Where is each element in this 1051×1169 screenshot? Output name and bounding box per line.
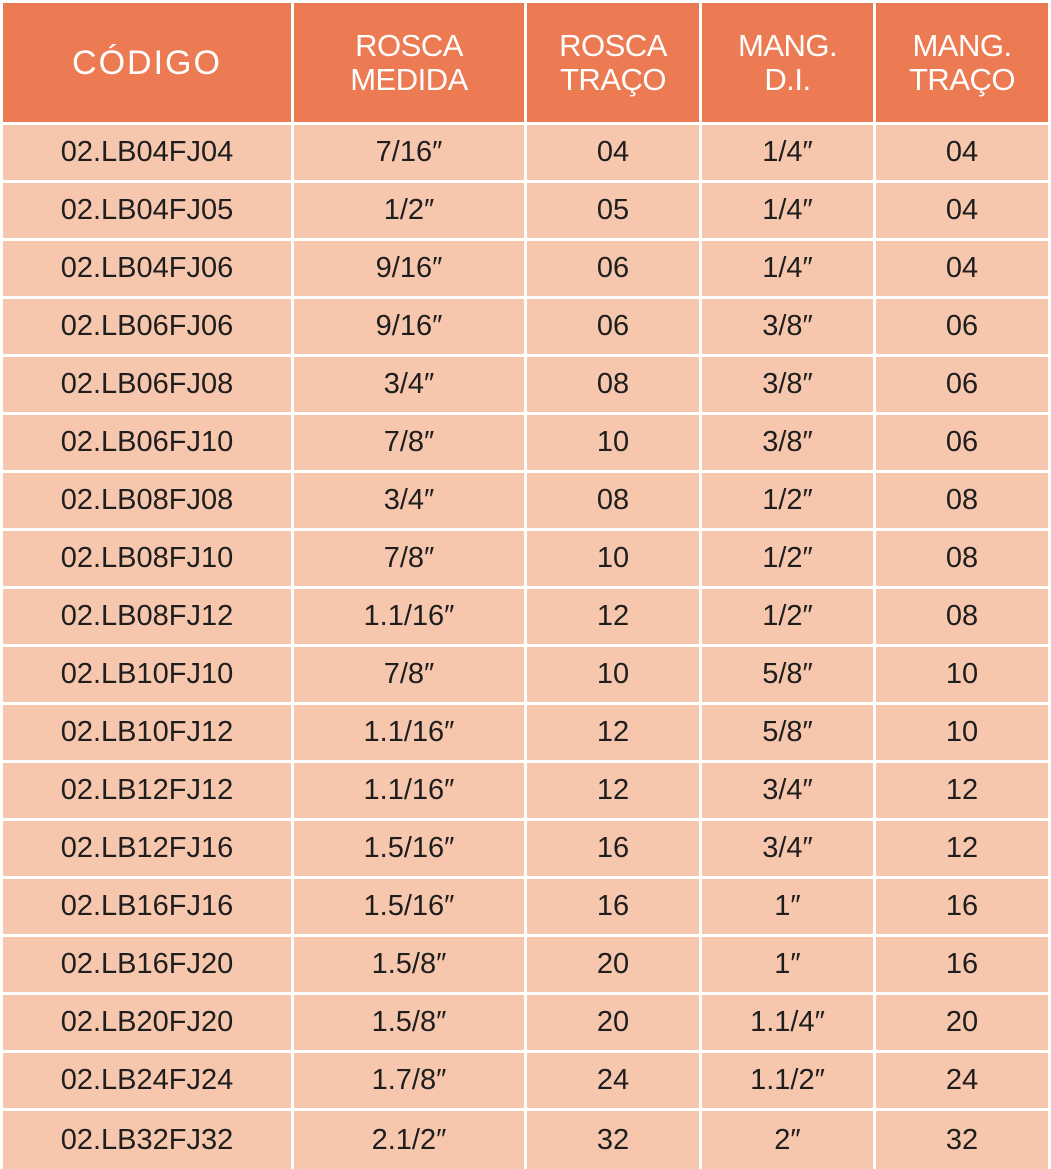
table-row (3, 705, 1048, 763)
rosca-traco-cell: 24 (527, 1053, 702, 1111)
rosca-traco-cell: 16 (527, 821, 702, 879)
table-row (3, 995, 1048, 1053)
rosca-traco-cell: 20 (527, 937, 702, 995)
codigo-cell: 02.LB06FJ10 (3, 415, 294, 473)
rosca-medida-cell: 1.7/8″ (294, 1053, 527, 1111)
mang-di-cell: 3/8″ (702, 415, 876, 473)
table-row (3, 1111, 1048, 1169)
mang-traco-cell: 06 (876, 357, 1048, 415)
header-label: ROSCA (355, 27, 463, 63)
rosca-medida-cell: 7/8″ (294, 647, 527, 705)
codigo-cell: 02.LB04FJ04 (3, 125, 294, 183)
rosca-traco-cell: 10 (527, 415, 702, 473)
header-mang-di (702, 3, 876, 125)
mang-di-cell: 1″ (702, 879, 876, 937)
rosca-traco-cell: 08 (527, 473, 702, 531)
table-row (3, 1053, 1048, 1111)
table-row (3, 473, 1048, 531)
mang-di-cell: 1/4″ (702, 125, 876, 183)
table-row (3, 125, 1048, 183)
rosca-traco-cell: 12 (527, 705, 702, 763)
header-label: ROSCA (559, 27, 667, 63)
rosca-traco-cell: 05 (527, 183, 702, 241)
mang-di-cell: 2″ (702, 1111, 876, 1169)
rosca-traco-cell: 06 (527, 299, 702, 357)
mang-di-cell: 1/4″ (702, 183, 876, 241)
mang-di-cell: 1.1/4″ (702, 995, 876, 1053)
codigo-cell: 02.LB12FJ16 (3, 821, 294, 879)
rosca-medida-cell: 2.1/2″ (294, 1111, 527, 1169)
header-label: CÓDIGO (72, 43, 222, 82)
rosca-traco-cell: 10 (527, 647, 702, 705)
mang-traco-cell: 04 (876, 125, 1048, 183)
table-header (3, 3, 1048, 125)
mang-di-cell: 5/8″ (702, 647, 876, 705)
rosca-medida-cell: 7/8″ (294, 531, 527, 589)
mang-di-cell: 3/8″ (702, 357, 876, 415)
rosca-traco-cell: 16 (527, 879, 702, 937)
mang-traco-cell: 08 (876, 473, 1048, 531)
table-row (3, 589, 1048, 647)
mang-traco-cell: 10 (876, 705, 1048, 763)
mang-traco-cell: 04 (876, 183, 1048, 241)
mang-di-cell: 1/4″ (702, 241, 876, 299)
table-row (3, 879, 1048, 937)
table-row (3, 647, 1048, 705)
mang-di-cell: 1″ (702, 937, 876, 995)
mang-di-cell: 1/2″ (702, 531, 876, 589)
codigo-cell: 02.LB04FJ05 (3, 183, 294, 241)
header-rosca-medida (294, 3, 527, 125)
codigo-cell: 02.LB12FJ12 (3, 763, 294, 821)
mang-traco-cell: 16 (876, 937, 1048, 995)
codigo-cell: 02.LB04FJ06 (3, 241, 294, 299)
rosca-medida-cell: 1.5/8″ (294, 937, 527, 995)
mang-di-cell: 1.1/2″ (702, 1053, 876, 1111)
rosca-traco-cell: 06 (527, 241, 702, 299)
rosca-traco-cell: 12 (527, 589, 702, 647)
mang-di-cell: 1/2″ (702, 589, 876, 647)
rosca-medida-cell: 3/4″ (294, 473, 527, 531)
table-row (3, 821, 1048, 879)
table-row (3, 299, 1048, 357)
header-label: TRAÇO (560, 61, 666, 97)
rosca-medida-cell: 1.1/16″ (294, 705, 527, 763)
codigo-cell: 02.LB08FJ08 (3, 473, 294, 531)
mang-di-cell: 3/4″ (702, 821, 876, 879)
codigo-cell: 02.LB10FJ12 (3, 705, 294, 763)
codigo-cell: 02.LB20FJ20 (3, 995, 294, 1053)
codigo-cell: 02.LB08FJ10 (3, 531, 294, 589)
rosca-medida-cell: 1.5/8″ (294, 995, 527, 1053)
rosca-medida-cell: 1.5/16″ (294, 821, 527, 879)
rosca-medida-cell: 1.5/16″ (294, 879, 527, 937)
header-mang-traco (876, 3, 1048, 125)
mang-di-cell: 3/8″ (702, 299, 876, 357)
mang-traco-cell: 32 (876, 1111, 1048, 1169)
rosca-medida-cell: 9/16″ (294, 241, 527, 299)
mang-di-cell: 3/4″ (702, 763, 876, 821)
mang-traco-cell: 08 (876, 531, 1048, 589)
mang-traco-cell: 20 (876, 995, 1048, 1053)
mang-di-cell: 5/8″ (702, 705, 876, 763)
mang-traco-cell: 04 (876, 241, 1048, 299)
fittings-spec-table (3, 3, 1048, 1169)
codigo-cell: 02.LB32FJ32 (3, 1111, 294, 1169)
table-row (3, 763, 1048, 821)
mang-traco-cell: 08 (876, 589, 1048, 647)
rosca-medida-cell: 9/16″ (294, 299, 527, 357)
codigo-cell: 02.LB16FJ20 (3, 937, 294, 995)
header-label: D.I. (764, 61, 811, 97)
rosca-medida-cell: 7/8″ (294, 415, 527, 473)
header-label: TRAÇO (909, 61, 1015, 97)
codigo-cell: 02.LB06FJ06 (3, 299, 294, 357)
mang-traco-cell: 06 (876, 299, 1048, 357)
table-row (3, 415, 1048, 473)
rosca-traco-cell: 10 (527, 531, 702, 589)
rosca-medida-cell: 1/2″ (294, 183, 527, 241)
rosca-medida-cell: 1.1/16″ (294, 763, 527, 821)
mang-traco-cell: 06 (876, 415, 1048, 473)
table-body (3, 125, 1048, 1169)
codigo-cell: 02.LB24FJ24 (3, 1053, 294, 1111)
codigo-cell: 02.LB06FJ08 (3, 357, 294, 415)
rosca-traco-cell: 20 (527, 995, 702, 1053)
table-row (3, 183, 1048, 241)
rosca-traco-cell: 08 (527, 357, 702, 415)
table-row (3, 241, 1048, 299)
rosca-medida-cell: 3/4″ (294, 357, 527, 415)
mang-traco-cell: 16 (876, 879, 1048, 937)
mang-traco-cell: 12 (876, 763, 1048, 821)
header-label: MEDIDA (350, 61, 468, 97)
header-label: MANG. (912, 27, 1012, 63)
codigo-cell: 02.LB16FJ16 (3, 879, 294, 937)
header-label: MANG. (737, 27, 838, 63)
header-codigo (3, 3, 294, 125)
mang-traco-cell: 24 (876, 1053, 1048, 1111)
mang-traco-cell: 12 (876, 821, 1048, 879)
rosca-traco-cell: 04 (527, 125, 702, 183)
rosca-traco-cell: 32 (527, 1111, 702, 1169)
codigo-cell: 02.LB08FJ12 (3, 589, 294, 647)
header-row (3, 3, 1048, 125)
rosca-medida-cell: 7/16″ (294, 125, 527, 183)
rosca-medida-cell: 1.1/16″ (294, 589, 527, 647)
table-row (3, 937, 1048, 995)
codigo-cell: 02.LB10FJ10 (3, 647, 294, 705)
table-row (3, 357, 1048, 415)
header-rosca-traco (527, 3, 702, 125)
rosca-traco-cell: 12 (527, 763, 702, 821)
table-row (3, 531, 1048, 589)
mang-di-cell: 1/2″ (702, 473, 876, 531)
mang-traco-cell: 10 (876, 647, 1048, 705)
